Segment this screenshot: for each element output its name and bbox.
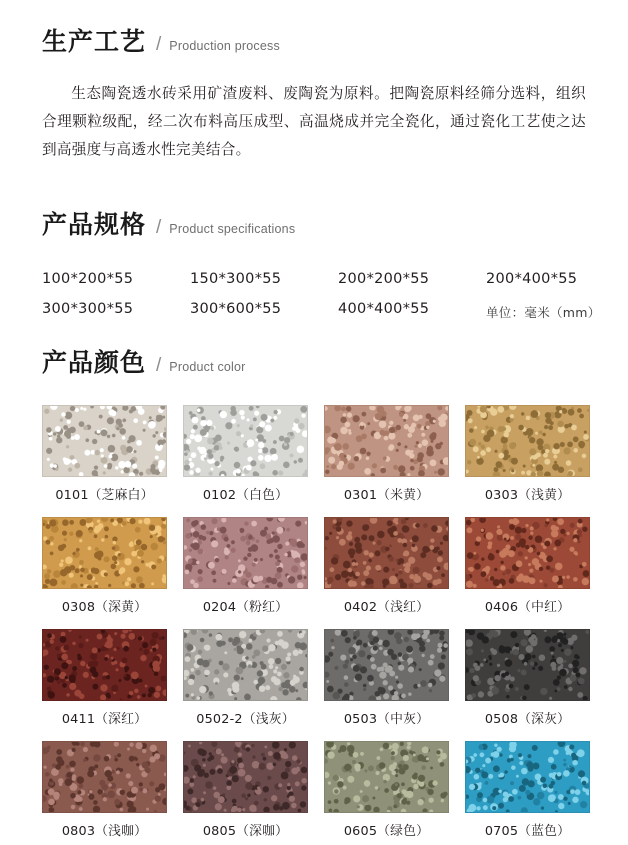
spacer-after-specs [42, 321, 586, 343]
color-swatch-label: 0406（中红） [484, 599, 571, 615]
swatch-texture [184, 742, 307, 812]
swatch-texture [466, 406, 589, 476]
specification-value: 200*400*55 [486, 270, 578, 287]
section-title-slash: / [156, 34, 162, 55]
color-swatch-cell[interactable] [465, 629, 590, 733]
swatch-texture [43, 630, 166, 700]
color-swatch-label: 0508（深灰） [484, 711, 571, 727]
swatch-texture [43, 742, 166, 812]
color-swatch-cell[interactable] [42, 741, 167, 845]
color-swatch[interactable] [183, 741, 308, 813]
color-swatch-cell[interactable] [465, 517, 590, 621]
color-swatch-cell[interactable] [324, 741, 449, 845]
specification-row [42, 300, 601, 321]
specification-unit-note: 单位：毫米（mm） [486, 304, 601, 320]
color-swatch-label: 0402（浅红） [343, 599, 430, 615]
section-heading-product-color [42, 343, 586, 379]
specification-value: 300*300*55 [42, 300, 134, 317]
specification-value: 200*200*55 [338, 270, 430, 287]
color-swatch-label: 0705（蓝色） [484, 823, 571, 839]
swatch-texture [466, 630, 589, 700]
production-process-paragraph: 生态陶瓷透水砖采用矿渣废料、废陶瓷为原料。把陶瓷原料经筛分选料，组织合理颗粒级配，经二次布料高压成型、高温烧成并完全瓷化，通过瓷化工艺使之达到高强度与高透水性完美结合。 [42, 85, 586, 158]
color-swatch-cell[interactable] [42, 629, 167, 733]
color-swatch[interactable] [465, 405, 590, 477]
section-heading-product-specifications [42, 205, 586, 241]
color-swatch-label: 0503（中灰） [343, 711, 430, 727]
color-swatch-cell[interactable] [42, 517, 167, 621]
color-swatch[interactable] [42, 741, 167, 813]
color-swatch[interactable] [42, 517, 167, 589]
color-swatch-label: 0411（深红） [61, 711, 148, 727]
color-swatch-label: 0805（深咖） [202, 823, 289, 839]
color-swatch-cell[interactable] [183, 741, 308, 845]
color-swatch-label: 0502-2（浅灰） [196, 711, 295, 727]
color-swatch-cell[interactable] [465, 405, 590, 509]
product-color-grid [42, 405, 586, 845]
color-swatch[interactable] [465, 741, 590, 813]
swatch-texture [184, 630, 307, 700]
section-title-slash: / [156, 216, 162, 238]
swatch-texture [325, 742, 448, 812]
section-title-zh: 产品颜色 [42, 347, 147, 377]
color-swatch-label: 0303（浅黄） [484, 487, 571, 503]
specification-value: 100*200*55 [42, 270, 134, 287]
color-swatch-label: 0605（绿色） [343, 823, 430, 839]
color-swatch[interactable] [42, 405, 167, 477]
color-swatch[interactable] [324, 629, 449, 701]
swatch-texture [184, 406, 307, 476]
color-swatch-label: 0308（深黄） [61, 599, 148, 615]
specification-row [42, 271, 586, 287]
color-swatch-cell[interactable] [183, 629, 308, 733]
color-swatch-label: 0803（浅咖） [61, 823, 148, 839]
color-swatch-label: 0204（粉红） [202, 599, 289, 615]
color-swatch-label: 0102（白色） [202, 487, 289, 503]
swatch-texture [184, 518, 307, 588]
section-title-slash: / [156, 354, 162, 376]
swatch-texture [325, 518, 448, 588]
specification-value: 300*600*55 [190, 300, 282, 317]
color-swatch-label: 0301（米黄） [343, 487, 430, 503]
swatch-texture [466, 518, 589, 588]
color-swatch-cell[interactable] [324, 517, 449, 621]
section-heading-production-process [42, 0, 586, 58]
color-swatch[interactable] [324, 517, 449, 589]
swatch-texture [43, 406, 166, 476]
color-swatch[interactable] [324, 405, 449, 477]
spacer-after-intro [42, 179, 586, 205]
color-swatch-cell[interactable] [42, 405, 167, 509]
section-title-zh: 产品规格 [42, 209, 147, 239]
color-swatch-cell[interactable] [324, 629, 449, 733]
swatch-texture [325, 406, 448, 476]
color-swatch-cell[interactable] [183, 405, 308, 509]
section-title-en: Product color [169, 359, 246, 374]
color-swatch-cell[interactable] [183, 517, 308, 621]
color-swatch[interactable] [324, 741, 449, 813]
section-title-en: Product specifications [169, 221, 296, 236]
swatch-texture [43, 518, 166, 588]
color-swatch[interactable] [465, 629, 590, 701]
color-swatch[interactable] [42, 629, 167, 701]
color-swatch-cell[interactable] [324, 405, 449, 509]
section-title-en: Production process [169, 39, 280, 53]
specification-value: 400*400*55 [338, 300, 430, 317]
section-title-zh: 生产工艺 [42, 27, 147, 56]
color-swatch[interactable] [183, 517, 308, 589]
specification-value: 150*300*55 [190, 270, 282, 287]
specification-list [42, 270, 601, 321]
color-swatch[interactable] [183, 405, 308, 477]
color-swatch[interactable] [183, 629, 308, 701]
swatch-texture [466, 742, 589, 812]
color-swatch-label: 0101（芝麻白） [55, 487, 154, 503]
color-swatch[interactable] [465, 517, 590, 589]
color-swatch-cell[interactable] [465, 741, 590, 845]
swatch-texture [325, 630, 448, 700]
